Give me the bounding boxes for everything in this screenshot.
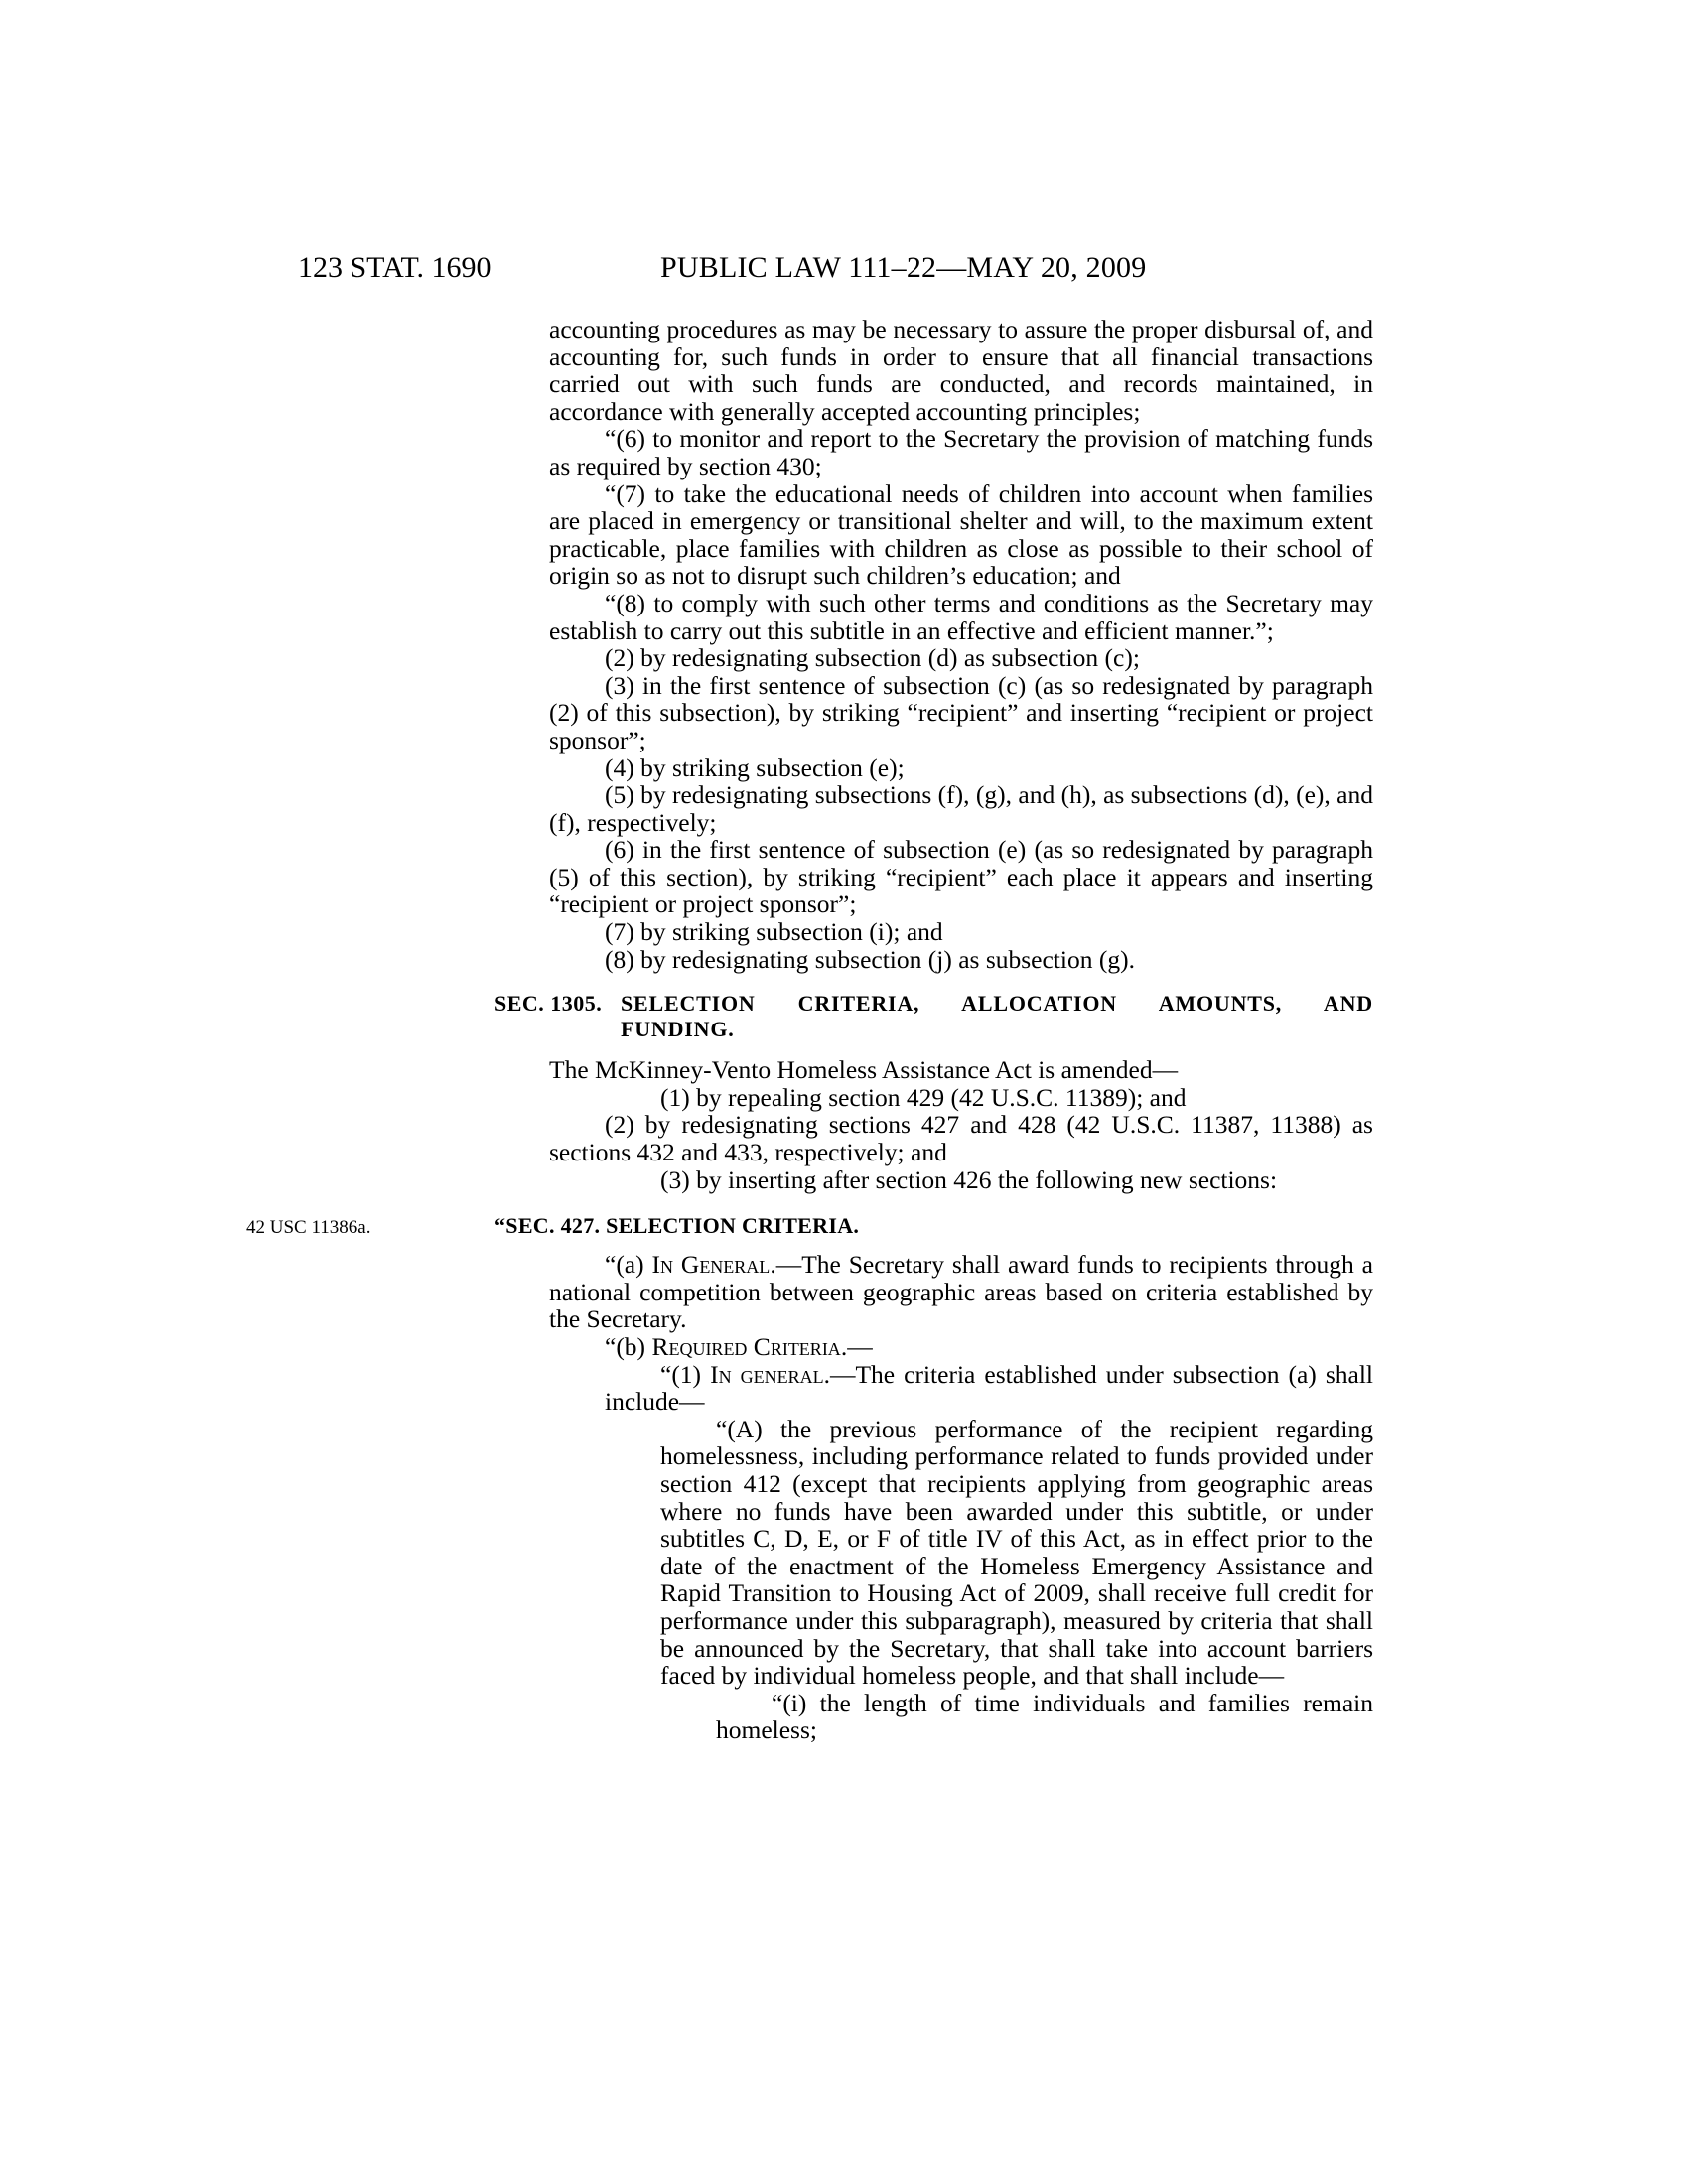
subsection-a (549, 1251, 1373, 1333)
paragraph-b1-text: .—The criteria established under subsection (a) shall include— (605, 1359, 1373, 1417)
section-427-heading: “SEC. 427. SELECTION CRITERIA. (494, 1213, 860, 1239)
amendment-4: (4) by striking subsection (e); (605, 752, 905, 782)
amendment-7: (7) by striking subsection (i); and (605, 917, 943, 947)
section-1305-item-1: (1) by repealing section 429 (42 U.S.C. 11389); and (660, 1082, 1187, 1112)
section-1305-item-3: (3) by inserting after section 426 the following new sections: (660, 1164, 1278, 1194)
subsection-b-caption: Required Criteria (651, 1332, 841, 1361)
subsection-b-label: “(b) (605, 1332, 652, 1361)
clause-i: “(i) the length of time individuals and families remain homeless; (716, 1688, 1373, 1745)
law-title: PUBLIC LAW 111–22—MAY 20, 2009 (660, 251, 1147, 284)
amendment-8: (8) by redesignating subsection (j) as subsection (g). (605, 944, 1135, 974)
subsection-b-text: .— (840, 1332, 873, 1361)
section-number: SEC. 1305. (494, 991, 603, 1017)
amendment-5: (5) by redesignating subsections (f), (g), and (h), as subsections (d), (e), and (f), respectively; (549, 780, 1373, 837)
paragraph-b1 (549, 1361, 1373, 1416)
subsection-a-caption: In General (651, 1250, 771, 1280)
amendment-2: (2) by redesignating subsection (d) as subsection (c); (605, 643, 1140, 673)
subsection-a-label: “(a) (605, 1250, 652, 1280)
amendment-6: (6) in the first sentence of subsection (e) (as so redesignated by paragraph (5) of this section), by striking “recipient” each place it appears and inserting “recipient or project sponsor”; (549, 835, 1373, 919)
section-427-heading-row (246, 1213, 1373, 1239)
paragraph-7: “(7) to take the educational needs of children into account when families are placed in emergency or transitional shelter and will, to the maximum extent practicable, place families with children as close as possible to their school of origin so as not to disrupt such children’s education; and (549, 478, 1373, 591)
paragraph-8: “(8) to comply with such other terms and conditions as the Secretary may establish to carry out this subtitle in an effective and efficient manner.”; (549, 588, 1373, 645)
subparagraph-A: “(A) the previous performance of the recipient regarding homelessness, including performance related to funds provided under section 412 (except that recipients applying from geographic areas where no funds have been awarded under this subtitle, or under subtitles C, D, E, or F of title IV of this Act, as in effect prior to the date of the enactment of the Homeless Emergency Assistance and Rapid Transition to Housing Act of 2009, shall receive full credit for performance under this subparagraph), measured by criteria that shall be announced by the Secretary, that shall take into account barriers faced by individual homeless people, and that shall include— (660, 1414, 1373, 1691)
section-1305-intro: The McKinney-Vento Homeless Assistance Act is amended— (549, 1055, 1179, 1085)
stat-reference: 123 STAT. 1690 (298, 251, 492, 284)
margin-note-usc: 42 USC 11386a. (246, 1217, 371, 1239)
amendment-3: (3) in the first sentence of subsection (c) (as so redesignated by paragraph (2) of this subsection), by striking “recipient” and inserting “recipient or project sponsor”; (549, 670, 1373, 754)
running-head (298, 248, 1390, 288)
subsection-b (549, 1333, 1373, 1361)
section-title (621, 991, 1373, 1042)
paragraph-continuation: accounting procedures as may be necessary to assure the proper disbursal of, and accounting for, such funds in order to ensure that all financial transactions carried out with such funds are conducted, and records maintained, in accordance with generally accepted accounting principles; (549, 315, 1373, 426)
section-1305-item-2: (2) by redesignating sections 427 and 428 (42 U.S.C. 11387, 11388) as sections 432 and 433, respectively; and (549, 1110, 1373, 1167)
body-column (246, 315, 1373, 1745)
subsection-a-text: .—The Secretary shall award funds to recipients through a national competition between geographic areas based on criteria established by the Secretary. (549, 1250, 1373, 1334)
section-1305-heading (494, 991, 1373, 1042)
paragraph-6: “(6) to monitor and report to the Secretary the provision of matching funds as required by section 430; (549, 424, 1373, 480)
paragraph-b1-label: “(1) (660, 1359, 711, 1389)
section-title-line-2: FUNDING. (621, 1017, 735, 1042)
section-title-line-1: SELECTION CRITERIA, ALLOCATION AMOUNTS, AND (621, 991, 1373, 1017)
paragraph-b1-caption: In general (710, 1359, 824, 1389)
